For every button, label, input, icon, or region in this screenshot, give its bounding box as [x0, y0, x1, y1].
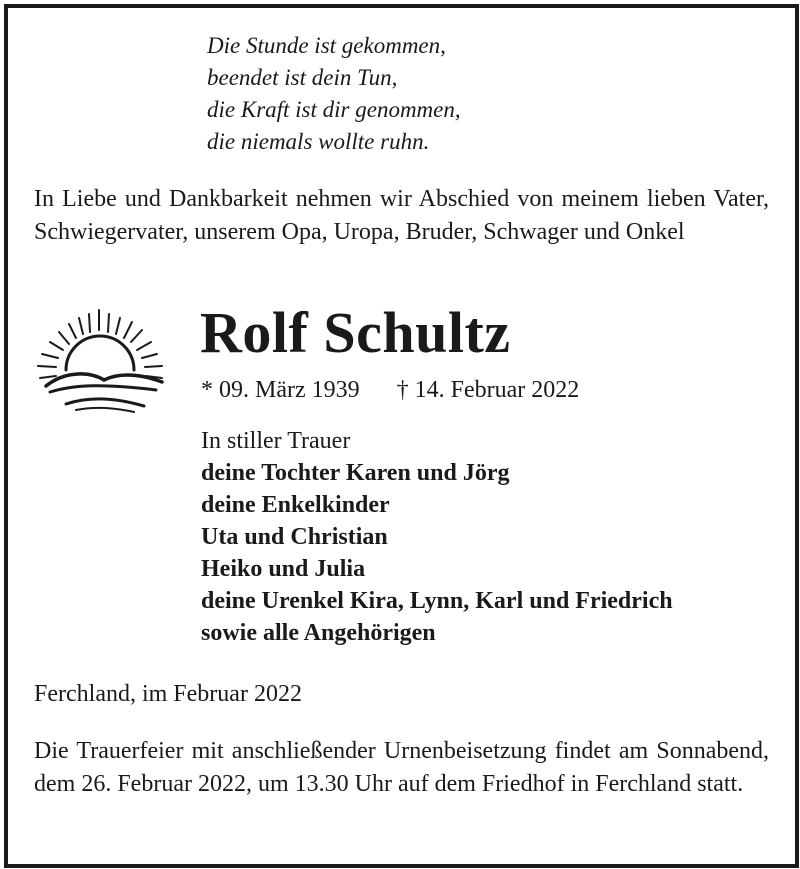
poem-line: Die Stunde ist gekommen,	[207, 33, 446, 58]
poem-line: die Kraft ist dir genommen,	[207, 97, 461, 122]
life-dates	[201, 374, 579, 406]
sunset-over-hills-icon	[36, 300, 166, 420]
poem-line: beendet ist dein Tun,	[207, 65, 398, 90]
death-date: † 14. Februar 2022	[396, 377, 580, 403]
mourners-list	[201, 425, 673, 649]
farewell-text: In Liebe und Dankbarkeit nehmen wir Abschied von meinem lieben Vater, Schwiegervater, unserem Opa, Uropa, Bruder, Schwager und Onkel	[34, 186, 769, 245]
deceased-name: Rolf Schultz	[200, 300, 511, 365]
mourner-line: deine Tochter Karen und Jörg	[201, 460, 510, 486]
mourners-intro: In stiller Trauer	[201, 428, 351, 454]
poem	[207, 30, 461, 158]
poem-line: die niemals wollte ruhn.	[207, 129, 430, 154]
mourner-line: Uta und Christian	[201, 524, 388, 550]
mourner-line: deine Enkelkinder	[201, 492, 390, 518]
birth-date: * 09. März 1939	[201, 377, 360, 403]
place-date: Ferchland, im Februar 2022	[34, 681, 302, 707]
mourner-line: sowie alle Angehörigen	[201, 620, 436, 646]
mourner-line: deine Urenkel Kira, Lynn, Karl und Friedrich	[201, 588, 673, 614]
funeral-notice: Die Trauerfeier mit anschließender Urnenbeisetzung findet am Sonnabend, dem 26. Februar 2022, um 13.30 Uhr auf dem Friedhof in Ferchland statt.	[34, 738, 769, 797]
mourner-line: Heiko und Julia	[201, 556, 366, 582]
